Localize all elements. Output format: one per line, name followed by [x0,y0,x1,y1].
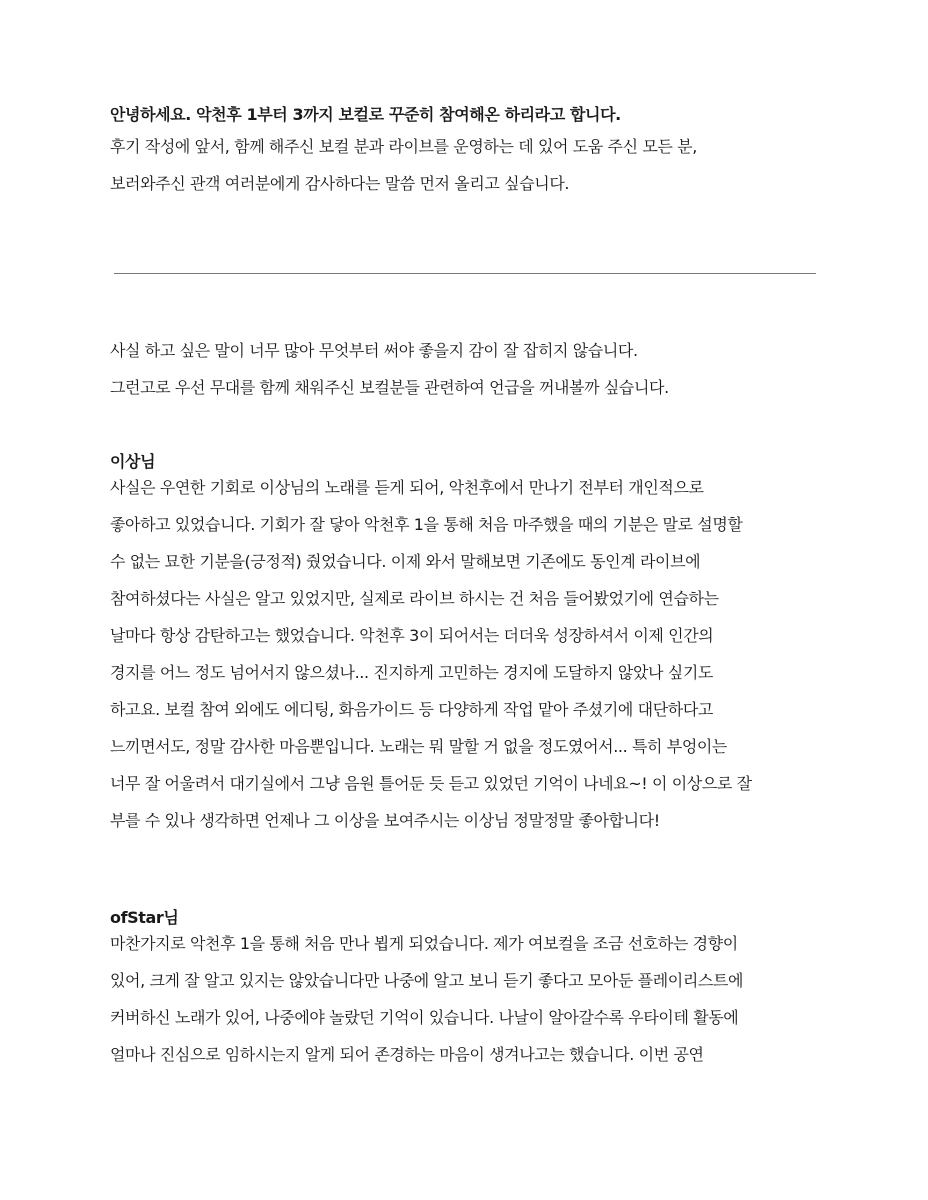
opening-paragraph [110,340,820,414]
paragraph-line: 사실 하고 싶은 말이 너무 많아 무엇부터 써야 좋을지 감이 잘 잡히지 않습니다. [110,341,638,360]
section-isang [110,451,820,847]
paragraph-line: 얼마나 진심으로 임하시는지 알게 되어 존경하는 마음이 생겨나고는 했습니다. 이번 공연 [110,1045,704,1064]
intro-greeting: 안녕하세요. 악천후 1부터 3까지 보컬로 꾸준히 참여해온 하리라고 합니다. [110,105,621,124]
paragraph-line: 하고요. 보컬 참여 외에도 에디팅, 화음가이드 등 다양하게 작업 맡아 주셨기에 대단하다고 [110,700,713,719]
paragraph-line: 커버하신 노래가 있어, 나중에야 놀랐던 기억이 있습니다. 나날이 알아갈수록 우타이테 활동에 [110,1008,739,1027]
paragraph-line: 사실은 우연한 기회로 이상님의 노래를 듣게 되어, 악천후에서 만나기 전부터 개인적으로 [110,478,704,497]
intro-block [110,104,820,210]
paragraph-line: 마찬가지로 악천후 1을 통해 처음 만나 뵙게 되었습니다. 제가 여보컬을 조금 선호하는 경향이 [110,934,738,953]
section-ofstar [110,907,820,1081]
section-heading: ofStar님 [110,908,179,927]
paragraph-line: 수 없는 묘한 기분을(긍정적) 줬었습니다. 이제 와서 말해보면 기존에도 동인계 라이브에 [110,552,701,571]
paragraph-line: 그런고로 우선 무대를 함께 채워주신 보컬분들 관련하여 언급을 꺼내볼까 싶습니다. [110,378,669,397]
paragraph-line: 날마다 항상 감탄하고는 했었습니다. 악천후 3이 되어서는 더더욱 성장하셔서 이제 인간의 [110,626,714,645]
section-heading: 이상님 [110,452,156,471]
paragraph-line: 너무 잘 어울려서 대기실에서 그냥 음원 틀어둔 듯 듣고 있었던 기억이 나네요~! 이 이상으로 잘 [110,774,752,793]
paragraph-line: 느끼면서도, 정말 감사한 마음뿐입니다. 노래는 뭐 말할 거 없을 정도였어서... 특히 부엉이는 [110,737,727,756]
paragraph-line: 좋아하고 있었습니다. 기회가 잘 닿아 악천후 1을 통해 처음 마주했을 때의 기분은 말로 설명할 [110,515,743,534]
paragraph-line: 있어, 크게 잘 알고 있지는 않았습니다만 나중에 알고 보니 듣기 좋다고 모아둔 플레이리스트에 [110,971,744,990]
intro-line: 후기 작성에 앞서, 함께 해주신 보컬 분과 라이브를 운영하는 데 있어 도움 주신 모든 분, [110,137,697,156]
paragraph-line: 경지를 어느 정도 넘어서지 않으셨나... 진지하게 고민하는 경지에 도달하지 않았나 싶기도 [110,663,713,682]
horizontal-divider [114,273,816,274]
paragraph-line: 참여하셨다는 사실은 알고 있었지만, 실제로 라이브 하시는 건 처음 들어봤었기에 연습하는 [110,589,719,608]
intro-line: 보러와주신 관객 여러분에게 감사하다는 말씀 먼저 올리고 싶습니다. [110,174,570,193]
paragraph-line: 부를 수 있나 생각하면 언제나 그 이상을 보여주시는 이상님 정말정말 좋아합니다! [110,811,660,830]
